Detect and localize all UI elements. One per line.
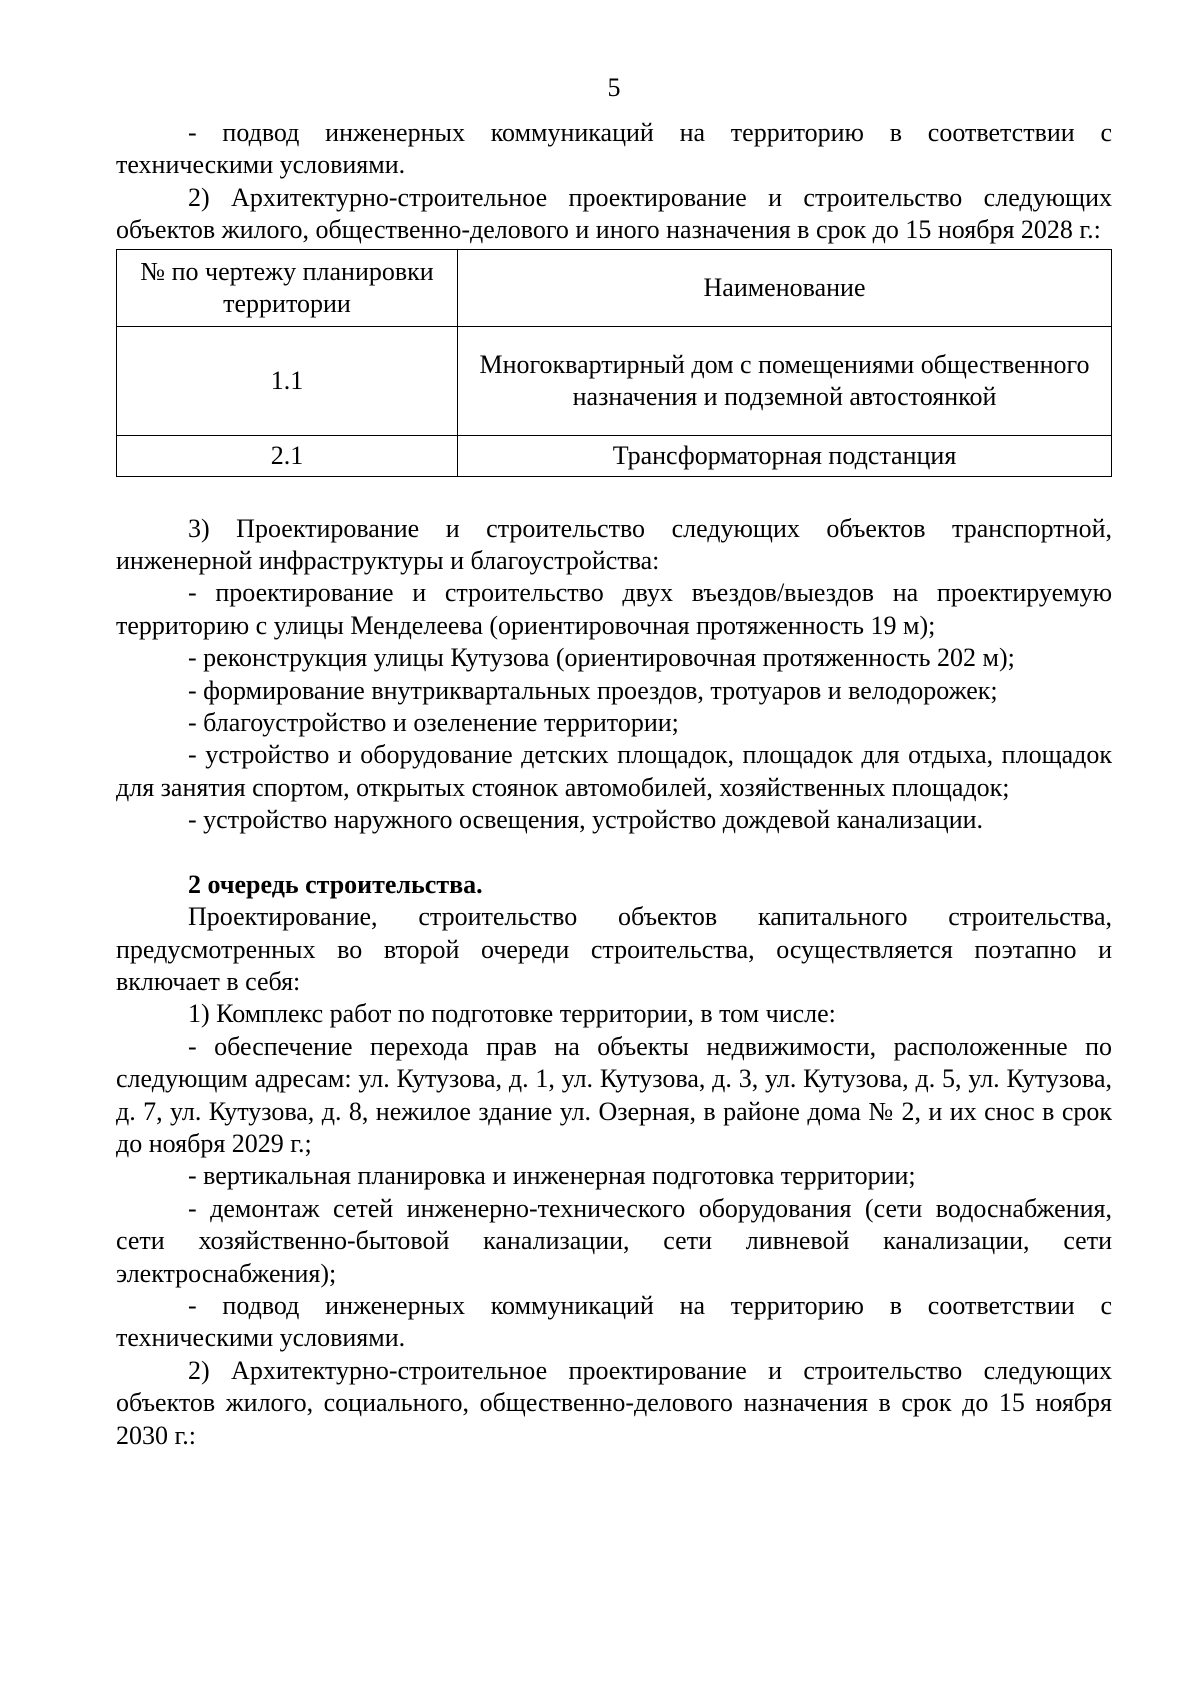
list-item: - устройство наружного освещения, устройство дождевой канализации.: [188, 805, 984, 835]
paragraph-utilities: - подвод инженерных коммуникаций на территорию в соответствии с техническими условиями.: [116, 118, 1112, 180]
paragraph-site-preparation: 1) Комплекс работ по подготовке территории, в том числе:: [188, 999, 836, 1029]
list-item: - обеспечение перехода прав на объекты недвижимости, расположенные по следующим адресам: ул. Кутузова, д. 1, ул. Кутузова, д. 3, ул. Кутузова, д. 5, ул. Кутузова, д. 7, ул. Кутузова, д. 8, нежилое здание ул. Озерная, в районе дома № 2, и их снос в срок до ноября 2029 г.;: [116, 1031, 1112, 1158]
list-item: - демонтаж сетей инженерно-технического оборудования (сети водоснабжения, сети хозяйственно-бытовой канализации, сети ливневой канализации, сети электроснабжения);: [116, 1193, 1112, 1288]
table-row: [117, 326, 1112, 435]
objects-table: [116, 249, 1112, 477]
list-item: - реконструкция улицы Кутузова (ориентировочная протяженность 202 м);: [188, 643, 1015, 673]
table-row: [117, 435, 1112, 476]
list-item: - устройство и оборудование детских площадок, площадок для отдыха, площадок для занятия спортом, открытых стоянок автомобилей, хозяйственных площадок;: [116, 740, 1112, 802]
list-item: - вертикальная планировка и инженерная подготовка территории;: [188, 1161, 916, 1191]
table-header-number: № по чертежу планировки территории: [117, 249, 458, 326]
list-item: - благоустройство и озеленение территории;: [188, 708, 679, 738]
table-header-name: Наименование: [458, 249, 1112, 326]
paragraph-design-deadline-2028: 2) Архитектурно-строительное проектирование и строительство следующих объектов жилого, общественно-делового и иного назначения в срок до 15 ноября 2028 г.:: [116, 182, 1112, 245]
section-heading: 2 очередь строительства.: [188, 869, 483, 899]
paragraph-infrastructure: 3) Проектирование и строительство следующих объектов транспортной, инженерной инфраструктуры и благоустройства:: [116, 513, 1112, 576]
page-number: 5: [607, 73, 621, 102]
list-item: - проектирование и строительство двух въездов/выездов на проектируемую территорию с улицы Менделеева (ориентировочная протяженность 19 м);: [116, 578, 1112, 640]
table-cell-name: Многоквартирный дом с помещениями общественного назначения и подземной автостоянкой: [458, 326, 1112, 435]
table-cell-name: Трансформаторная подстанция: [458, 435, 1112, 476]
list-item: - формирование внутриквартальных проездов, тротуаров и велодорожек;: [188, 675, 998, 705]
list-item: - подвод инженерных коммуникаций на территорию в соответствии с техническими условиями.: [116, 1290, 1112, 1353]
paragraph-stage-intro: Проектирование, строительство объектов капитального строительства, предусмотренных во второй очереди строительства, осуществляется поэтапно и включает в себя:: [116, 902, 1112, 996]
table-cell-number: 2.1: [117, 435, 458, 476]
document-body: [116, 117, 1112, 1452]
table-header-row: [117, 249, 1112, 326]
paragraph-design-deadline-2030: 2) Архитектурно-строительное проектирование и строительство следующих объектов жилого, социального, общественно-делового назначения в срок до 15 ноября 2030 г.:: [116, 1355, 1112, 1450]
table-cell-number: 1.1: [117, 326, 458, 435]
